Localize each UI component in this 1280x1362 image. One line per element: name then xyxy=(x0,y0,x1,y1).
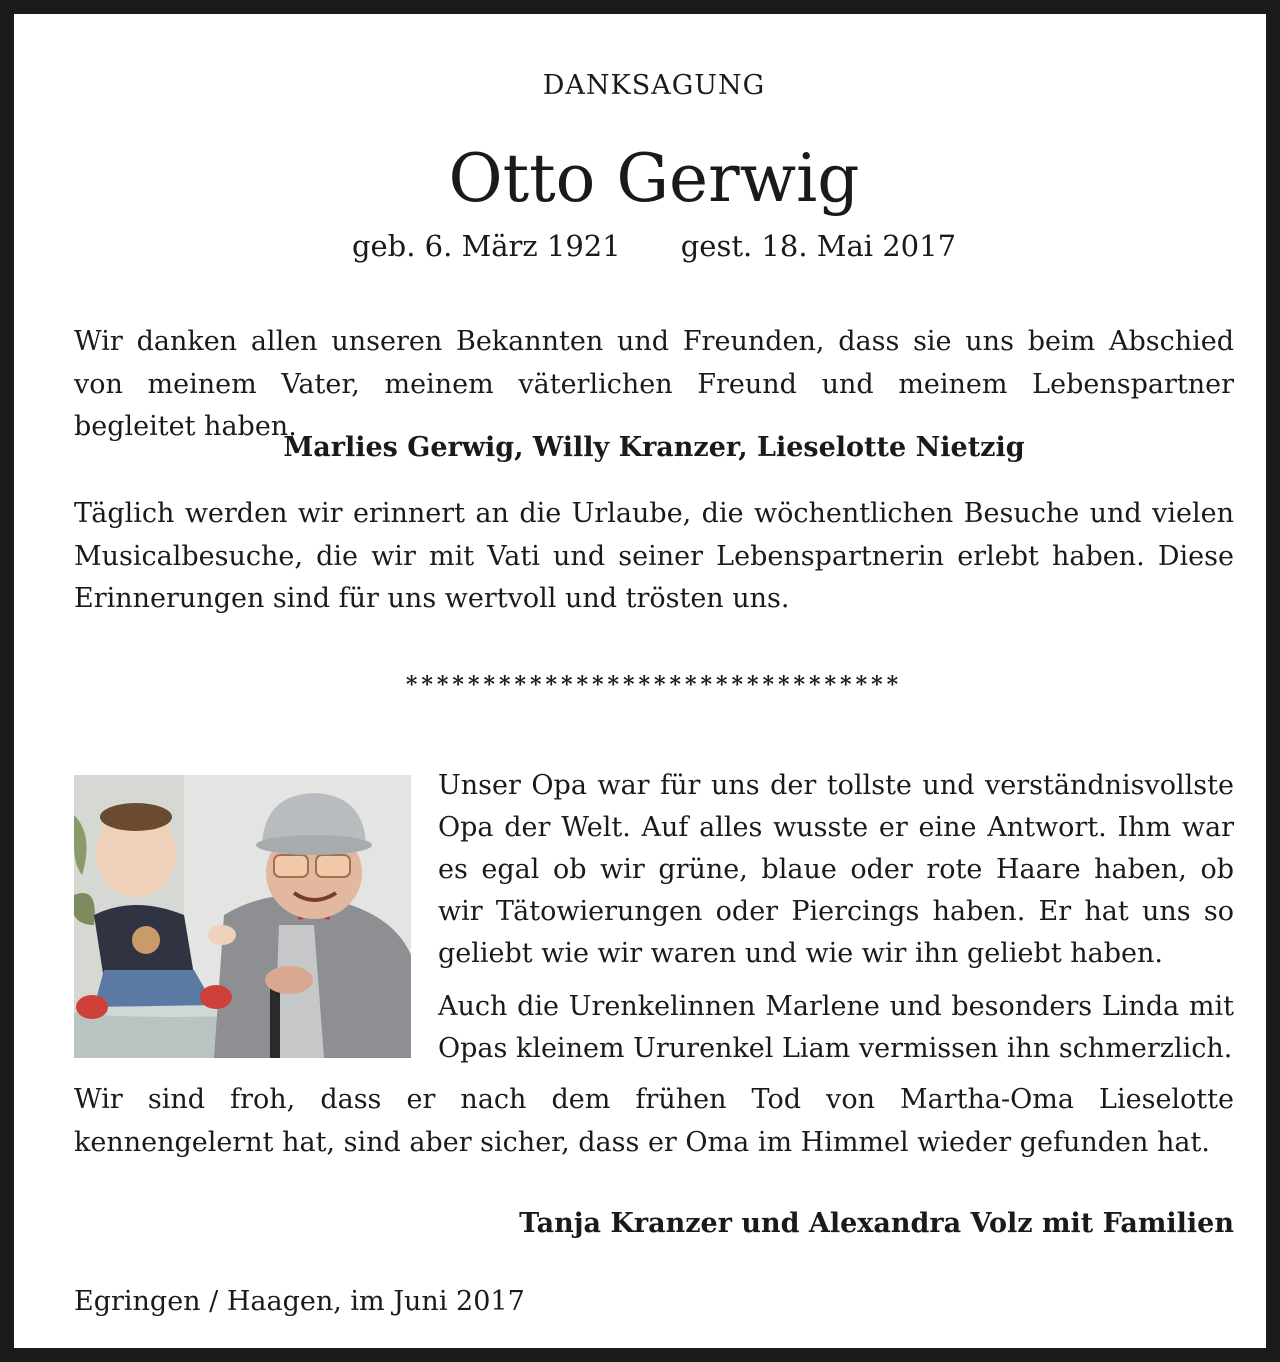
notice-label: DANKSAGUNG xyxy=(542,70,766,101)
deceased-name: Otto Gerwig xyxy=(448,140,860,217)
family-photo xyxy=(74,775,411,1058)
memories-paragraph: Täglich werden wir erinnert an die Urlaube, die wöchentlichen Besuche und vielen Musicalbesuche, die wir mit Vati und seiner Lebenspartnerin erlebt haben. Diese Erinnerungen sind für uns wertvoll und trösten uns. xyxy=(74,498,1234,614)
death-date: gest. 18. Mai 2017 xyxy=(680,229,957,263)
signers-first: Marlies Gerwig, Willy Kranzer, Lieselotte Nietzig xyxy=(283,432,1025,463)
place-and-date: Egringen / Haagen, im Juni 2017 xyxy=(74,1286,525,1317)
birth-date: geb. 6. März 1921 xyxy=(351,229,621,263)
grandchildren-paragraph: Unser Opa war für uns der tollste und verständnisvollste Opa der Welt. Auf alles wusste er eine Antwort. Ihm war es egal ob wir grüne, blaue oder rote Haare haben, ob wir Tätowierungen oder Piercings haben. Er hat uns so geliebt wie wir waren und wie wir ihn geliebt haben. xyxy=(438,770,1234,969)
great-grandchildren-paragraph: Auch die Urenkelinnen Marlene und besonders Linda mit Opas kleinem Ururenkel Liam vermissen ihn schmerzlich. xyxy=(438,991,1234,1064)
thanks-paragraph: Wir danken allen unseren Bekannten und Freunden, dass sie uns beim Abschied von meinem Vater, meinem väterlichen Freund und meinem Lebenspartner begleitet haben. xyxy=(74,326,1234,442)
closing-paragraph: Wir sind froh, dass er nach dem frühen Tod von Martha-Oma Lieselotte kennengelernt hat, sind aber sicher, dass er Oma im Himmel wieder gefunden hat. xyxy=(74,1084,1234,1158)
life-dates xyxy=(74,226,1234,266)
signers-second: Tanja Kranzer und Alexandra Volz mit Familien xyxy=(519,1208,1234,1239)
star-separator: ******************************** xyxy=(405,672,903,698)
